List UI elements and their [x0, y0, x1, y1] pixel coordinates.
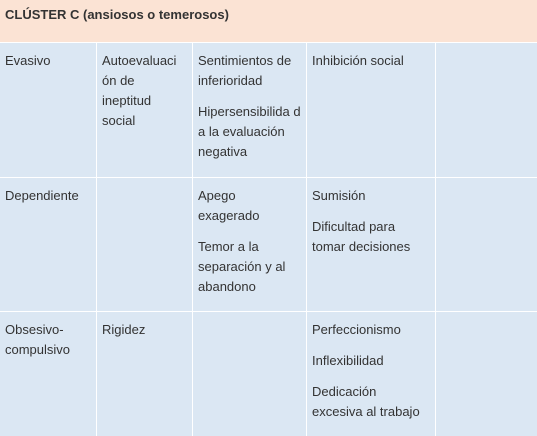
row-name-cell — [0, 178, 97, 311]
col3-cell — [193, 43, 307, 177]
col2-cell — [97, 43, 193, 177]
col5-cell — [436, 43, 537, 177]
row-name: Dependiente — [5, 188, 79, 203]
col4-cell — [307, 43, 436, 177]
col4-cell — [307, 178, 436, 311]
cell-text: Inflexibilidad — [312, 353, 384, 368]
col2-cell — [97, 312, 193, 436]
row-name-cell — [0, 43, 97, 177]
col5-cell — [436, 312, 537, 436]
cell-text: Dificultad para tomar decisiones — [312, 219, 411, 254]
col3-cell — [193, 312, 307, 436]
col2-cell — [97, 178, 193, 311]
row-name: Obsesivo-compulsivo — [5, 322, 71, 357]
col4-cell — [307, 312, 436, 436]
col3-cell — [193, 178, 307, 311]
cell-text: Dedicación excesiva al trabajo — [312, 384, 420, 419]
table-header — [0, 0, 537, 43]
row-name: Evasivo — [5, 53, 51, 68]
table-row — [0, 178, 537, 311]
table-row — [0, 43, 537, 177]
row-name-cell — [0, 312, 97, 436]
cell-text: Temor a la separación y al abandono — [198, 239, 286, 294]
cell-text: Sumisión — [312, 188, 366, 203]
table-title: CLÚSTER C (ansiosos o temerosos) — [5, 7, 229, 22]
cell-text: Hipersensibilida d a la evaluación negativa — [198, 104, 301, 159]
cell-text: Sentimientos de inferioridad — [198, 53, 292, 88]
col5-cell — [436, 178, 537, 311]
cell-text: Apego exagerado — [198, 188, 260, 223]
cell-text: Autoevaluaci ón de ineptitud social — [102, 53, 177, 128]
cell-text: Rigidez — [102, 322, 146, 337]
cell-text: Perfeccionismo — [312, 322, 401, 337]
cell-text: Inhibición social — [312, 53, 404, 68]
table-row — [0, 312, 537, 436]
